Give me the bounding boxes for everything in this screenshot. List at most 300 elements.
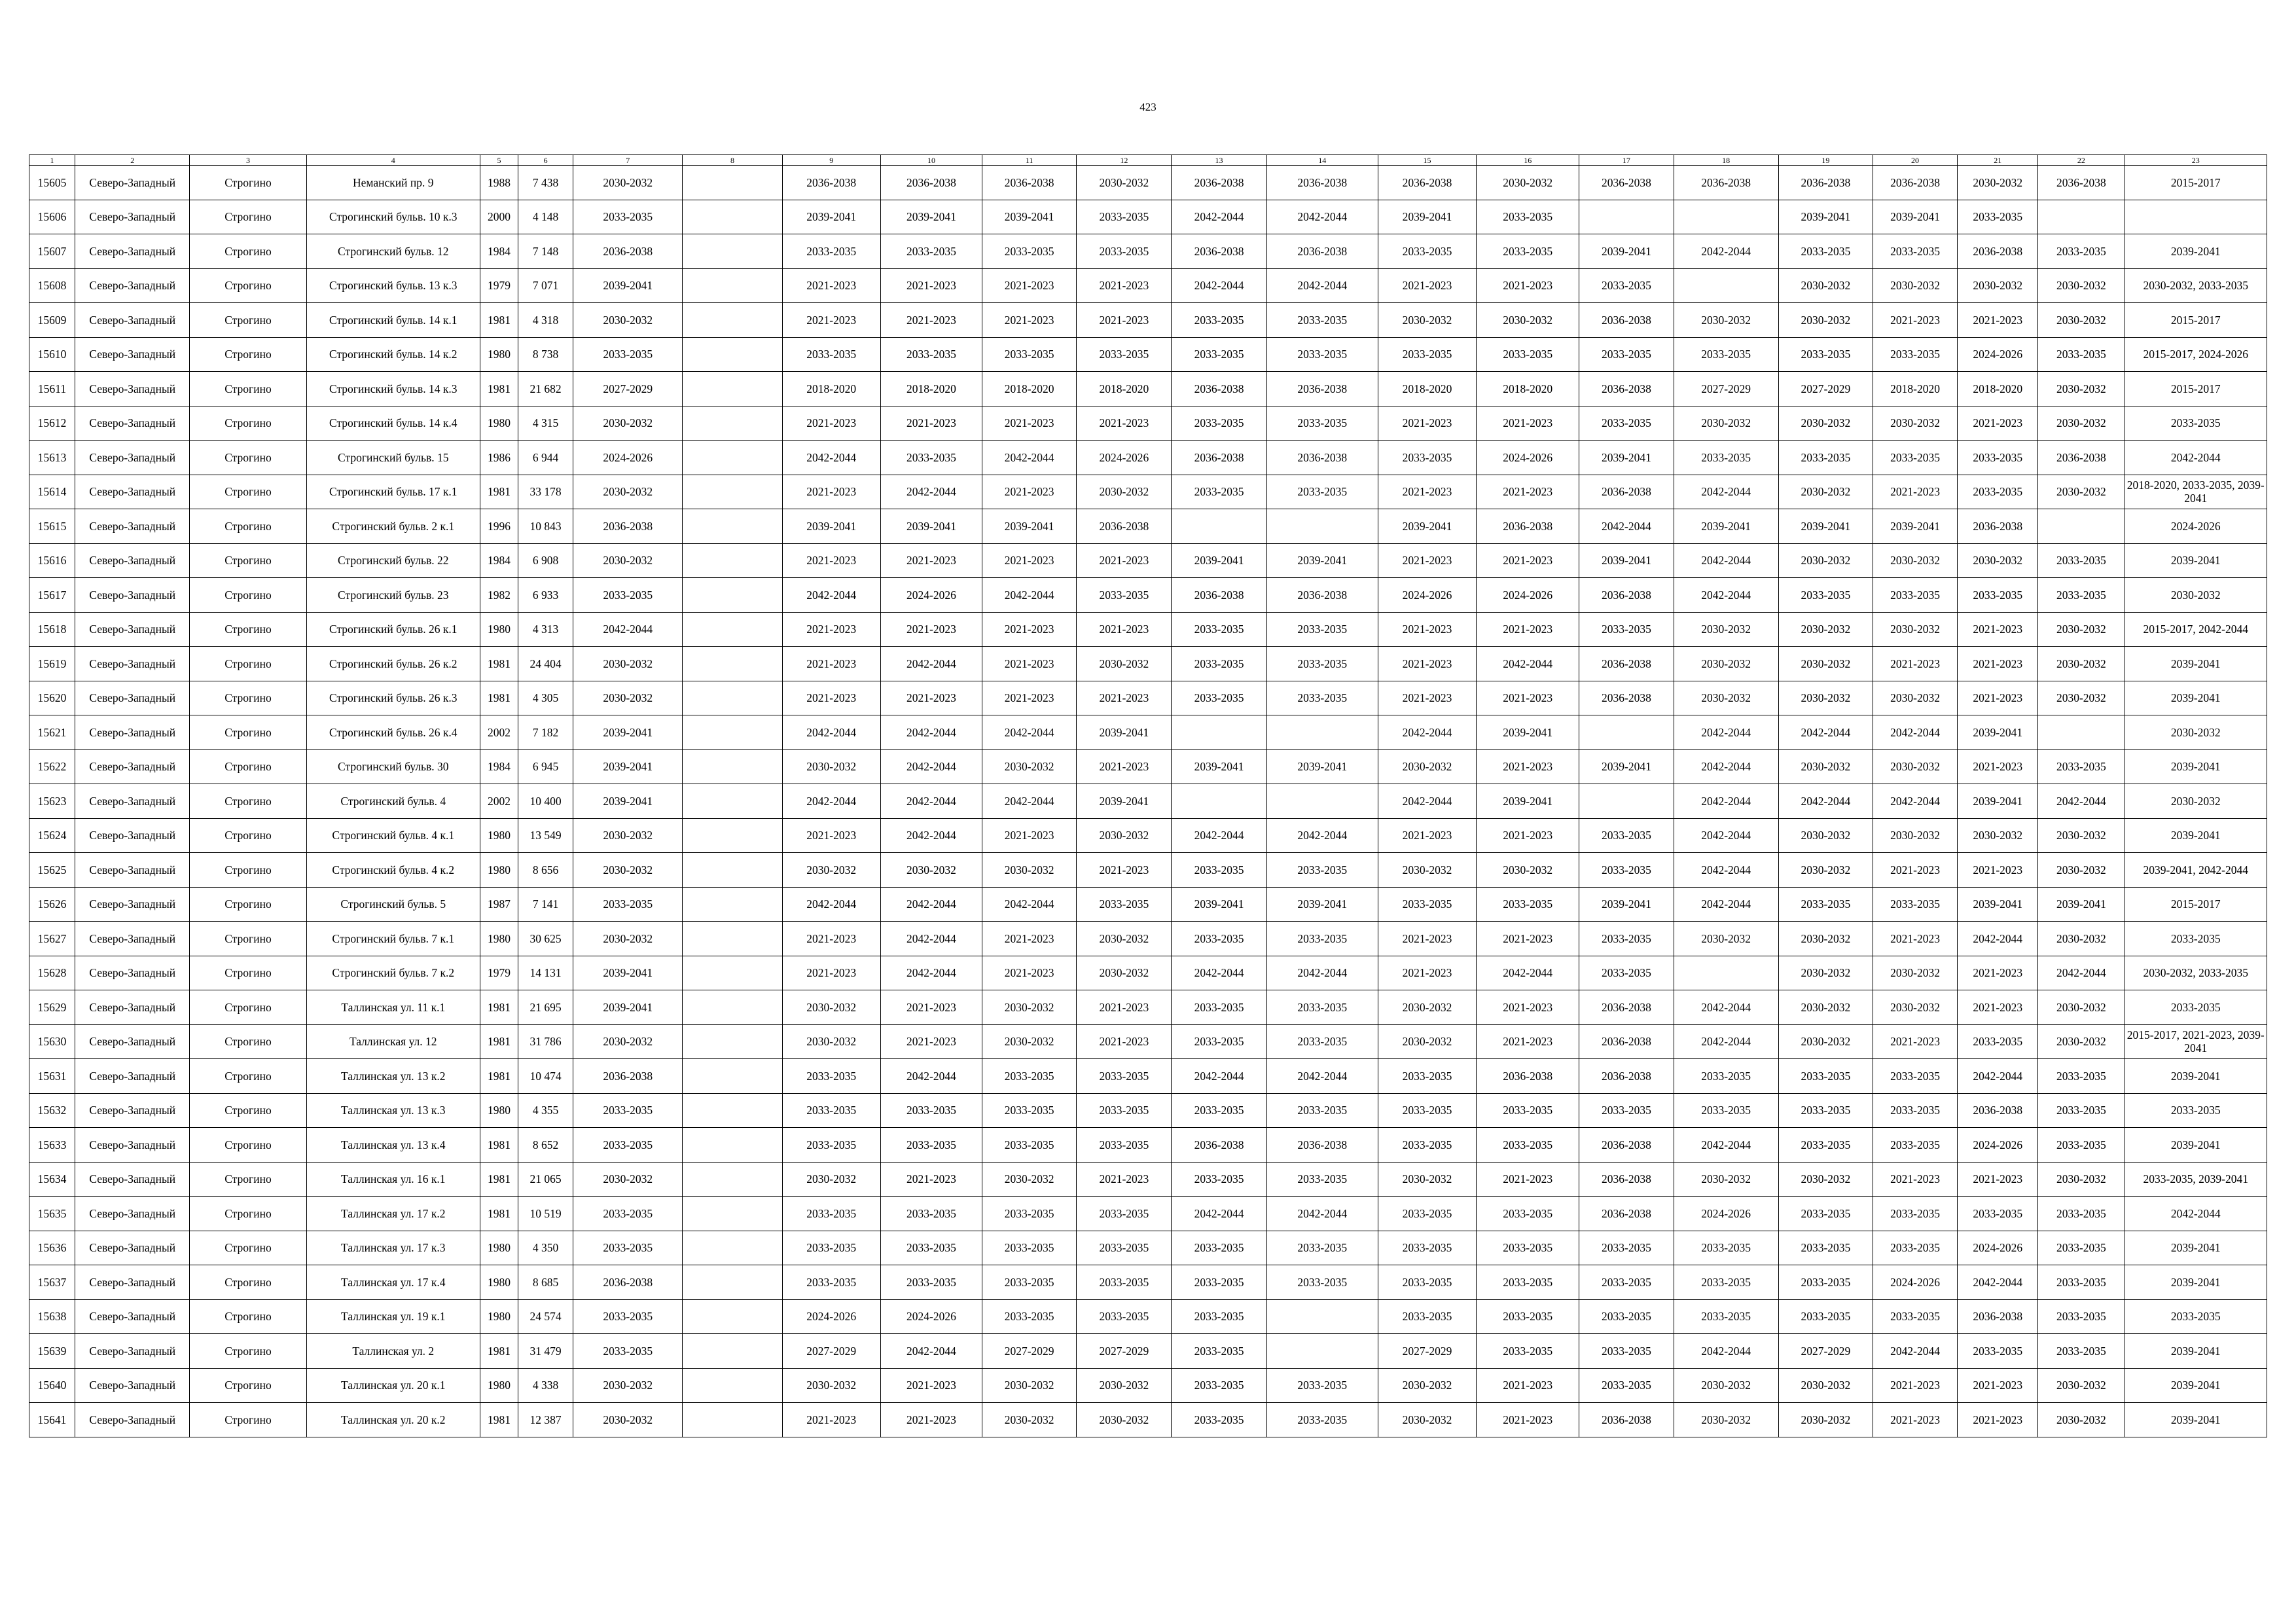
period-11-cell: 2033-2035 [982, 1093, 1077, 1128]
period-7-cell: 2039-2041 [573, 749, 683, 784]
period-9-cell: 2021-2023 [782, 956, 880, 990]
period-12-cell: 2033-2035 [1077, 1128, 1172, 1163]
period-17-cell [1579, 200, 1674, 234]
area-cell: 8 685 [518, 1265, 573, 1300]
period-21-cell: 2021-2023 [1958, 612, 2038, 647]
period-11-cell: 2042-2044 [982, 887, 1077, 922]
address-cell: Строгинский бульв. 30 [306, 749, 480, 784]
period-22-cell: 2030-2032 [2038, 647, 2125, 681]
period-8-cell [683, 818, 782, 853]
period-23-cell: 2039-2041 [2125, 681, 2267, 715]
period-22-cell: 2030-2032 [2038, 681, 2125, 715]
address-cell: Строгинский бульв. 4 к.1 [306, 818, 480, 853]
period-13-cell: 2033-2035 [1172, 1024, 1266, 1059]
period-15-cell: 2033-2035 [1378, 234, 1476, 269]
period-13-cell [1172, 509, 1266, 544]
period-8-cell [683, 406, 782, 441]
period-17-cell: 2036-2038 [1579, 578, 1674, 613]
period-16-cell: 2033-2035 [1477, 234, 1579, 269]
period-15-cell: 2021-2023 [1378, 956, 1476, 990]
period-21-cell: 2024-2026 [1958, 1231, 2038, 1265]
area-cell: 24 404 [518, 647, 573, 681]
period-13-cell: 2042-2044 [1172, 956, 1266, 990]
period-21-cell: 2039-2041 [1958, 784, 2038, 819]
area-cell: 12 387 [518, 1403, 573, 1437]
area-cell: 10 474 [518, 1059, 573, 1094]
period-19-cell: 2030-2032 [1778, 818, 1873, 853]
period-23-cell: 2039-2041 [2125, 647, 2267, 681]
period-18-cell [1674, 200, 1778, 234]
record-number-cell: 15613 [29, 441, 75, 475]
period-22-cell: 2042-2044 [2038, 784, 2125, 819]
period-7-cell: 2033-2035 [573, 1197, 683, 1231]
table-row [29, 166, 2267, 200]
build-year-cell: 1979 [480, 268, 518, 303]
period-10-cell: 2033-2035 [880, 234, 982, 269]
period-11-cell: 2021-2023 [982, 268, 1077, 303]
period-7-cell: 2033-2035 [573, 337, 683, 372]
column-number-header: 21 [1958, 155, 2038, 166]
build-year-cell: 1981 [480, 990, 518, 1025]
period-23-cell: 2015-2017 [2125, 303, 2267, 338]
period-17-cell: 2033-2035 [1579, 1299, 1674, 1334]
column-number-header: 18 [1674, 155, 1778, 166]
period-23-cell: 2030-2032 [2125, 578, 2267, 613]
address-cell: Строгинский бульв. 2 к.1 [306, 509, 480, 544]
address-cell: Таллинская ул. 13 к.3 [306, 1093, 480, 1128]
period-16-cell: 2039-2041 [1477, 715, 1579, 750]
period-19-cell: 2030-2032 [1778, 406, 1873, 441]
period-14-cell: 2039-2041 [1266, 543, 1378, 578]
table-row [29, 406, 2267, 441]
period-14-cell [1266, 1334, 1378, 1369]
period-12-cell: 2033-2035 [1077, 1059, 1172, 1094]
period-21-cell: 2021-2023 [1958, 1162, 2038, 1197]
build-year-cell: 1981 [480, 372, 518, 406]
table-row [29, 887, 2267, 922]
period-18-cell: 2042-2044 [1674, 1334, 1778, 1369]
period-10-cell: 2033-2035 [880, 1265, 982, 1300]
period-12-cell: 2030-2032 [1077, 1403, 1172, 1437]
period-8-cell [683, 990, 782, 1025]
period-16-cell: 2024-2026 [1477, 441, 1579, 475]
period-17-cell: 2036-2038 [1579, 1024, 1674, 1059]
period-16-cell: 2021-2023 [1477, 268, 1579, 303]
table-row [29, 509, 2267, 544]
district-cell: Северо-Западный [75, 337, 190, 372]
record-number-cell: 15629 [29, 990, 75, 1025]
period-11-cell: 2033-2035 [982, 1265, 1077, 1300]
period-20-cell: 2033-2035 [1873, 1299, 1957, 1334]
period-12-cell: 2021-2023 [1077, 1162, 1172, 1197]
period-18-cell: 2042-2044 [1674, 475, 1778, 509]
period-16-cell: 2030-2032 [1477, 166, 1579, 200]
period-10-cell: 2042-2044 [880, 1334, 982, 1369]
record-number-cell: 15607 [29, 234, 75, 269]
period-15-cell: 2021-2023 [1378, 647, 1476, 681]
period-22-cell: 2033-2035 [2038, 1334, 2125, 1369]
period-23-cell: 2033-2035 [2125, 406, 2267, 441]
district-cell: Северо-Западный [75, 543, 190, 578]
period-10-cell: 2024-2026 [880, 578, 982, 613]
period-11-cell: 2027-2029 [982, 1334, 1077, 1369]
district-cell: Северо-Западный [75, 1162, 190, 1197]
period-9-cell: 2021-2023 [782, 922, 880, 956]
period-16-cell: 2033-2035 [1477, 1093, 1579, 1128]
period-12-cell: 2021-2023 [1077, 681, 1172, 715]
period-19-cell: 2030-2032 [1778, 612, 1873, 647]
period-12-cell: 2021-2023 [1077, 853, 1172, 888]
period-23-cell: 2039-2041 [2125, 1128, 2267, 1163]
period-13-cell: 2033-2035 [1172, 647, 1266, 681]
period-13-cell: 2033-2035 [1172, 853, 1266, 888]
neighborhood-cell: Строгино [190, 1299, 306, 1334]
neighborhood-cell: Строгино [190, 1059, 306, 1094]
table-row [29, 749, 2267, 784]
period-8-cell [683, 268, 782, 303]
record-number-cell: 15619 [29, 647, 75, 681]
period-15-cell: 2033-2035 [1378, 337, 1476, 372]
period-14-cell: 2036-2038 [1266, 441, 1378, 475]
period-20-cell: 2030-2032 [1873, 612, 1957, 647]
period-15-cell: 2030-2032 [1378, 749, 1476, 784]
period-13-cell: 2033-2035 [1172, 1162, 1266, 1197]
period-23-cell: 2030-2032 [2125, 715, 2267, 750]
period-21-cell: 2036-2038 [1958, 509, 2038, 544]
column-number-header: 6 [518, 155, 573, 166]
period-9-cell: 2021-2023 [782, 612, 880, 647]
period-9-cell: 2030-2032 [782, 1368, 880, 1403]
period-14-cell: 2036-2038 [1266, 1128, 1378, 1163]
period-15-cell: 2033-2035 [1378, 1128, 1476, 1163]
district-cell: Северо-Западный [75, 1334, 190, 1369]
period-22-cell: 2042-2044 [2038, 956, 2125, 990]
period-23-cell: 2033-2035 [2125, 1093, 2267, 1128]
period-8-cell [683, 922, 782, 956]
area-cell: 4 315 [518, 406, 573, 441]
period-18-cell: 2024-2026 [1674, 1197, 1778, 1231]
period-19-cell: 2030-2032 [1778, 853, 1873, 888]
area-cell: 4 318 [518, 303, 573, 338]
period-23-cell: 2039-2041 [2125, 749, 2267, 784]
period-23-cell: 2015-2017, 2024-2026 [2125, 337, 2267, 372]
period-12-cell: 2033-2035 [1077, 1197, 1172, 1231]
period-9-cell: 2033-2035 [782, 1265, 880, 1300]
period-19-cell: 2042-2044 [1778, 715, 1873, 750]
period-12-cell: 2021-2023 [1077, 749, 1172, 784]
area-cell: 7 182 [518, 715, 573, 750]
district-cell: Северо-Западный [75, 715, 190, 750]
period-15-cell: 2042-2044 [1378, 715, 1476, 750]
period-8-cell [683, 853, 782, 888]
period-7-cell: 2042-2044 [573, 612, 683, 647]
period-10-cell: 2030-2032 [880, 853, 982, 888]
period-21-cell: 2042-2044 [1958, 922, 2038, 956]
period-20-cell: 2033-2035 [1873, 1197, 1957, 1231]
period-14-cell: 2036-2038 [1266, 578, 1378, 613]
period-12-cell: 2033-2035 [1077, 200, 1172, 234]
table-row [29, 818, 2267, 853]
period-11-cell: 2018-2020 [982, 372, 1077, 406]
period-23-cell: 2018-2020, 2033-2035, 2039-2041 [2125, 475, 2267, 509]
period-18-cell: 2030-2032 [1674, 922, 1778, 956]
build-year-cell: 1984 [480, 234, 518, 269]
period-10-cell: 2018-2020 [880, 372, 982, 406]
period-9-cell: 2033-2035 [782, 337, 880, 372]
record-number-cell: 15614 [29, 475, 75, 509]
period-14-cell [1266, 715, 1378, 750]
build-year-cell: 1980 [480, 922, 518, 956]
neighborhood-cell: Строгино [190, 887, 306, 922]
neighborhood-cell: Строгино [190, 784, 306, 819]
period-16-cell: 2021-2023 [1477, 1368, 1579, 1403]
period-8-cell [683, 1231, 782, 1265]
table-row [29, 1059, 2267, 1094]
period-18-cell: 2033-2035 [1674, 1265, 1778, 1300]
period-23-cell: 2015-2017 [2125, 887, 2267, 922]
period-16-cell: 2024-2026 [1477, 578, 1579, 613]
period-13-cell: 2036-2038 [1172, 1128, 1266, 1163]
table-row [29, 853, 2267, 888]
neighborhood-cell: Строгино [190, 234, 306, 269]
period-8-cell [683, 715, 782, 750]
period-19-cell: 2030-2032 [1778, 1403, 1873, 1437]
area-cell: 4 148 [518, 200, 573, 234]
period-12-cell: 2033-2035 [1077, 337, 1172, 372]
area-cell: 4 313 [518, 612, 573, 647]
period-13-cell: 2033-2035 [1172, 1093, 1266, 1128]
area-cell: 8 738 [518, 337, 573, 372]
period-18-cell: 2030-2032 [1674, 406, 1778, 441]
period-21-cell: 2030-2032 [1958, 543, 2038, 578]
area-cell: 24 574 [518, 1299, 573, 1334]
period-20-cell: 2021-2023 [1873, 853, 1957, 888]
period-13-cell: 2042-2044 [1172, 1059, 1266, 1094]
address-cell: Таллинская ул. 13 к.4 [306, 1128, 480, 1163]
record-number-cell: 15636 [29, 1231, 75, 1265]
area-cell: 7 141 [518, 887, 573, 922]
period-10-cell: 2021-2023 [880, 303, 982, 338]
period-21-cell: 2036-2038 [1958, 1299, 2038, 1334]
period-19-cell: 2033-2035 [1778, 887, 1873, 922]
period-15-cell: 2021-2023 [1378, 681, 1476, 715]
period-11-cell: 2039-2041 [982, 200, 1077, 234]
period-15-cell: 2030-2032 [1378, 1162, 1476, 1197]
area-cell: 8 652 [518, 1128, 573, 1163]
period-18-cell: 2030-2032 [1674, 1368, 1778, 1403]
build-year-cell: 1980 [480, 1299, 518, 1334]
record-number-cell: 15623 [29, 784, 75, 819]
period-20-cell: 2030-2032 [1873, 406, 1957, 441]
period-7-cell: 2030-2032 [573, 543, 683, 578]
period-21-cell: 2036-2038 [1958, 234, 2038, 269]
period-20-cell: 2021-2023 [1873, 922, 1957, 956]
record-number-cell: 15609 [29, 303, 75, 338]
period-19-cell: 2042-2044 [1778, 784, 1873, 819]
area-cell: 21 695 [518, 990, 573, 1025]
period-19-cell: 2039-2041 [1778, 200, 1873, 234]
period-14-cell: 2033-2035 [1266, 647, 1378, 681]
address-cell: Строгинский бульв. 14 к.4 [306, 406, 480, 441]
period-8-cell [683, 887, 782, 922]
period-10-cell: 2033-2035 [880, 1197, 982, 1231]
period-8-cell [683, 681, 782, 715]
period-16-cell: 2042-2044 [1477, 956, 1579, 990]
period-16-cell: 2021-2023 [1477, 1162, 1579, 1197]
period-20-cell: 2033-2035 [1873, 1231, 1957, 1265]
column-number-header: 11 [982, 155, 1077, 166]
period-23-cell: 2039-2041 [2125, 234, 2267, 269]
period-8-cell [683, 578, 782, 613]
period-8-cell [683, 1299, 782, 1334]
period-8-cell [683, 749, 782, 784]
period-19-cell: 2033-2035 [1778, 1231, 1873, 1265]
period-7-cell: 2030-2032 [573, 647, 683, 681]
period-11-cell: 2033-2035 [982, 234, 1077, 269]
period-22-cell: 2030-2032 [2038, 818, 2125, 853]
period-11-cell: 2033-2035 [982, 1231, 1077, 1265]
period-21-cell: 2033-2035 [1958, 1197, 2038, 1231]
period-9-cell: 2030-2032 [782, 749, 880, 784]
area-cell: 7 438 [518, 166, 573, 200]
period-13-cell: 2036-2038 [1172, 372, 1266, 406]
period-16-cell: 2036-2038 [1477, 509, 1579, 544]
period-9-cell: 2030-2032 [782, 1162, 880, 1197]
period-15-cell: 2033-2035 [1378, 1299, 1476, 1334]
period-18-cell: 2027-2029 [1674, 372, 1778, 406]
period-9-cell: 2042-2044 [782, 441, 880, 475]
period-7-cell: 2036-2038 [573, 509, 683, 544]
period-19-cell: 2030-2032 [1778, 681, 1873, 715]
period-15-cell: 2030-2032 [1378, 1403, 1476, 1437]
build-year-cell: 1982 [480, 578, 518, 613]
period-16-cell: 2021-2023 [1477, 749, 1579, 784]
period-7-cell: 2030-2032 [573, 166, 683, 200]
period-23-cell: 2015-2017, 2042-2044 [2125, 612, 2267, 647]
period-12-cell: 2033-2035 [1077, 234, 1172, 269]
period-12-cell: 2033-2035 [1077, 1299, 1172, 1334]
period-11-cell: 2042-2044 [982, 441, 1077, 475]
period-22-cell: 2030-2032 [2038, 406, 2125, 441]
period-10-cell: 2042-2044 [880, 1059, 982, 1094]
period-23-cell: 2015-2017 [2125, 166, 2267, 200]
period-7-cell: 2033-2035 [573, 1093, 683, 1128]
period-7-cell: 2039-2041 [573, 990, 683, 1025]
period-13-cell: 2033-2035 [1172, 1368, 1266, 1403]
period-21-cell: 2021-2023 [1958, 406, 2038, 441]
period-18-cell: 2042-2044 [1674, 715, 1778, 750]
period-11-cell: 2021-2023 [982, 612, 1077, 647]
period-18-cell: 2042-2044 [1674, 543, 1778, 578]
build-year-cell: 1979 [480, 956, 518, 990]
period-16-cell: 2021-2023 [1477, 543, 1579, 578]
period-23-cell: 2024-2026 [2125, 509, 2267, 544]
period-18-cell: 2042-2044 [1674, 1128, 1778, 1163]
neighborhood-cell: Строгино [190, 200, 306, 234]
period-10-cell: 2021-2023 [880, 990, 982, 1025]
area-cell: 6 944 [518, 441, 573, 475]
district-cell: Северо-Западный [75, 166, 190, 200]
period-23-cell: 2039-2041 [2125, 1231, 2267, 1265]
period-13-cell: 2033-2035 [1172, 1299, 1266, 1334]
record-number-cell: 15618 [29, 612, 75, 647]
table-row [29, 1368, 2267, 1403]
period-12-cell: 2021-2023 [1077, 303, 1172, 338]
period-20-cell: 2039-2041 [1873, 200, 1957, 234]
period-12-cell: 2030-2032 [1077, 647, 1172, 681]
period-19-cell: 2033-2035 [1778, 1059, 1873, 1094]
period-16-cell: 2021-2023 [1477, 990, 1579, 1025]
period-21-cell: 2021-2023 [1958, 956, 2038, 990]
period-9-cell: 2021-2023 [782, 268, 880, 303]
period-19-cell: 2033-2035 [1778, 337, 1873, 372]
period-16-cell: 2018-2020 [1477, 372, 1579, 406]
period-9-cell: 2030-2032 [782, 1024, 880, 1059]
period-17-cell: 2039-2041 [1579, 749, 1674, 784]
period-11-cell: 2021-2023 [982, 543, 1077, 578]
period-9-cell: 2021-2023 [782, 681, 880, 715]
period-19-cell: 2030-2032 [1778, 1024, 1873, 1059]
period-9-cell: 2027-2029 [782, 1334, 880, 1369]
period-21-cell: 2036-2038 [1958, 1093, 2038, 1128]
period-9-cell: 2021-2023 [782, 647, 880, 681]
table-row [29, 1231, 2267, 1265]
area-cell: 4 305 [518, 681, 573, 715]
period-10-cell: 2042-2044 [880, 475, 982, 509]
period-14-cell [1266, 1299, 1378, 1334]
table-row [29, 200, 2267, 234]
period-17-cell: 2033-2035 [1579, 853, 1674, 888]
record-number-cell: 15631 [29, 1059, 75, 1094]
period-19-cell: 2030-2032 [1778, 543, 1873, 578]
period-15-cell: 2021-2023 [1378, 612, 1476, 647]
period-16-cell: 2033-2035 [1477, 1334, 1579, 1369]
period-10-cell: 2042-2044 [880, 887, 982, 922]
period-19-cell: 2030-2032 [1778, 1162, 1873, 1197]
period-17-cell: 2036-2038 [1579, 166, 1674, 200]
build-year-cell: 1986 [480, 441, 518, 475]
period-8-cell [683, 337, 782, 372]
period-8-cell [683, 1128, 782, 1163]
period-16-cell: 2021-2023 [1477, 818, 1579, 853]
period-22-cell: 2033-2035 [2038, 1265, 2125, 1300]
period-14-cell: 2033-2035 [1266, 337, 1378, 372]
period-11-cell: 2021-2023 [982, 647, 1077, 681]
period-8-cell [683, 509, 782, 544]
period-14-cell: 2033-2035 [1266, 406, 1378, 441]
period-14-cell: 2033-2035 [1266, 1403, 1378, 1437]
period-7-cell: 2033-2035 [573, 1231, 683, 1265]
neighborhood-cell: Строгино [190, 681, 306, 715]
area-cell: 6 908 [518, 543, 573, 578]
period-22-cell: 2030-2032 [2038, 1162, 2125, 1197]
period-14-cell: 2036-2038 [1266, 166, 1378, 200]
table-row [29, 1265, 2267, 1300]
period-19-cell: 2030-2032 [1778, 749, 1873, 784]
period-20-cell: 2033-2035 [1873, 887, 1957, 922]
period-19-cell: 2030-2032 [1778, 922, 1873, 956]
period-15-cell: 2018-2020 [1378, 372, 1476, 406]
period-7-cell: 2039-2041 [573, 784, 683, 819]
build-year-cell: 2002 [480, 784, 518, 819]
period-17-cell: 2033-2035 [1579, 1231, 1674, 1265]
period-9-cell: 2021-2023 [782, 1403, 880, 1437]
address-cell: Строгинский бульв. 14 к.1 [306, 303, 480, 338]
period-12-cell: 2021-2023 [1077, 406, 1172, 441]
period-22-cell [2038, 200, 2125, 234]
table-row [29, 1403, 2267, 1437]
period-19-cell: 2030-2032 [1778, 956, 1873, 990]
